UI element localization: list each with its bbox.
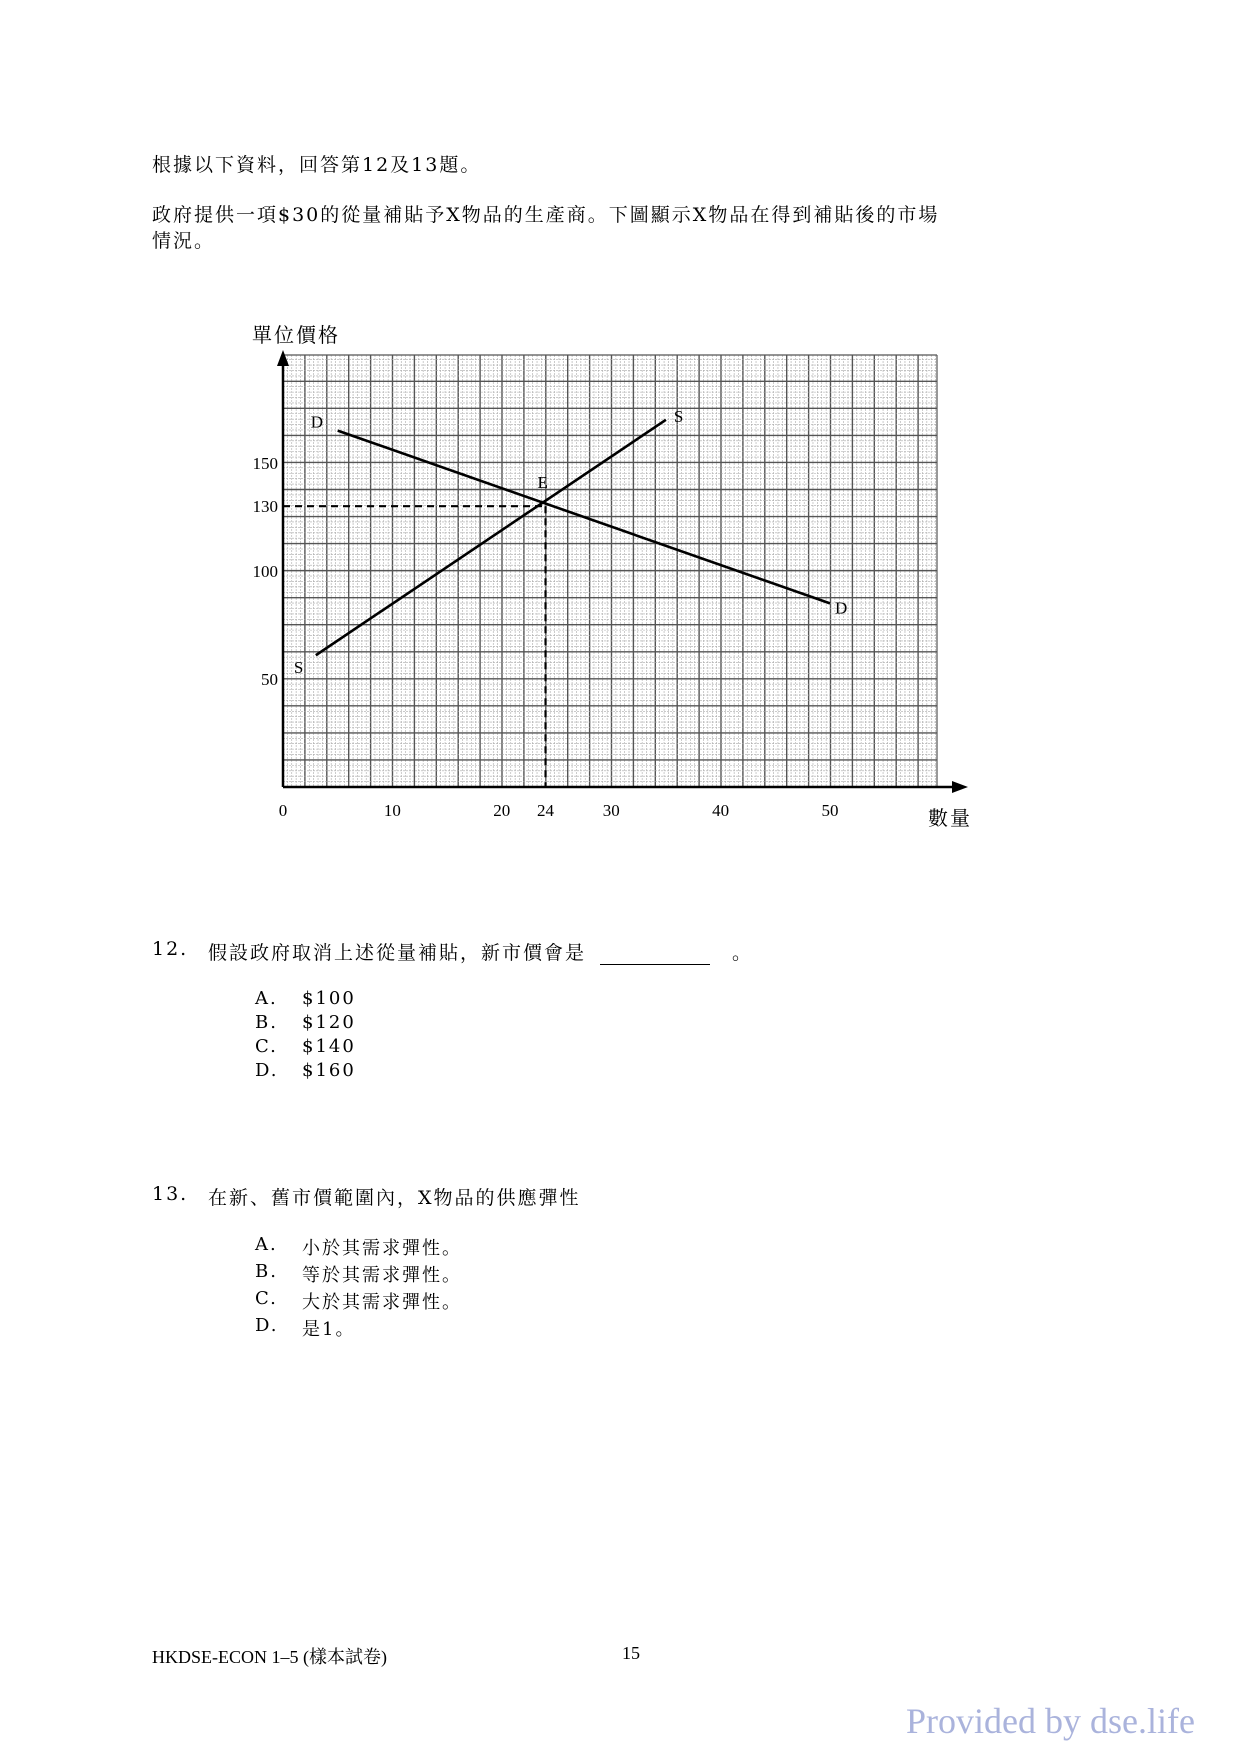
intro-line-2: 政府提供一項$30的從量補貼予X物品的生產商。下圖顯示X物品在得到補貼後的市場: [152, 204, 940, 226]
option-letter: B.: [255, 1012, 278, 1033]
x-tick-label: 20: [493, 801, 511, 820]
option-letter: D.: [255, 1315, 279, 1336]
option-text: 等於其需求彈性。: [302, 1265, 462, 1286]
option-text: $120: [302, 1012, 356, 1033]
equilibrium-label: E: [537, 473, 548, 493]
x-axis-label: 數量: [928, 808, 972, 830]
option-letter: D.: [255, 1060, 279, 1081]
answer-blank: [600, 944, 710, 965]
chart-grid: [283, 355, 937, 787]
q13-number: 13.: [152, 1183, 189, 1205]
q13-text: 在新、舊市價範圍內，X物品的供應彈性: [208, 1187, 581, 1209]
option-letter: C.: [255, 1036, 278, 1057]
x-tick-label: 30: [602, 801, 620, 820]
option-letter: B.: [255, 1261, 278, 1282]
x-tick-label: 0: [278, 801, 288, 820]
option-letter: C.: [255, 1288, 278, 1309]
intro-line-3: 情況。: [152, 230, 216, 252]
y-tick-label: 100: [252, 562, 278, 581]
curve-s-label-end: S: [673, 406, 684, 426]
footer-exam-code: HKDSE-ECON 1–5 (樣本試卷): [152, 1647, 387, 1667]
option-text: $140: [302, 1036, 356, 1057]
q12-text: 假設政府取消上述從量補貼，新市價會是: [208, 942, 587, 964]
curve-d-label-end: D: [835, 598, 848, 618]
footer-page-number: 15: [622, 1643, 640, 1663]
q12-number: 12.: [152, 938, 189, 960]
option-text: 是1。: [302, 1319, 356, 1340]
option-letter: A.: [255, 1234, 278, 1255]
curve-d-label-start: D: [310, 412, 323, 432]
curve-s: [316, 420, 666, 655]
y-axis-label: 單位價格: [252, 325, 340, 347]
q12-stem: [208, 938, 753, 965]
option-text: 小於其需求彈性。: [302, 1238, 462, 1259]
option-letter: A.: [255, 988, 278, 1009]
x-axis-arrow-icon: [952, 781, 968, 793]
x-tick-label: 40: [712, 801, 730, 820]
option-text: $160: [302, 1060, 356, 1081]
chart-series: [283, 420, 830, 787]
y-tick-label: 130: [252, 497, 278, 517]
x-tick-label: 50: [821, 801, 839, 820]
option-text: 大於其需求彈性。: [302, 1292, 462, 1313]
option-text: $100: [302, 988, 356, 1009]
x-tick-label: 24: [537, 801, 555, 820]
y-tick-label: 50: [261, 670, 278, 689]
y-tick-label: 150: [252, 454, 278, 473]
x-tick-label: 10: [383, 801, 401, 820]
curve-s-label-start: S: [293, 658, 304, 678]
intro-line-1: 根據以下資料，回答第12及13題。: [152, 154, 482, 176]
watermark: Provided by dse.life: [906, 1701, 1195, 1741]
q12-suffix: 。: [732, 942, 754, 964]
supply-demand-chart: [0, 300, 1240, 840]
